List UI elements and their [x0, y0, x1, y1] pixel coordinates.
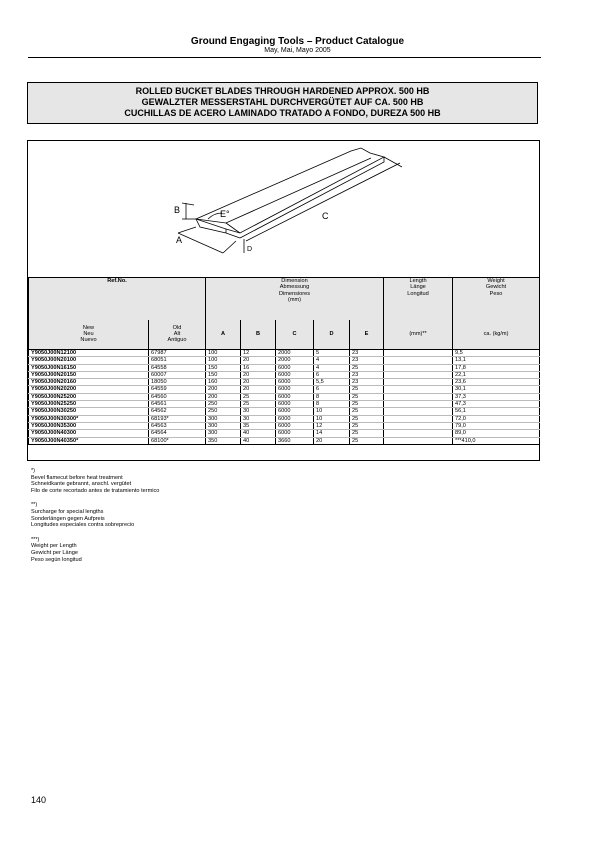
- dimension-header: [206, 278, 384, 320]
- cell-e: 23: [350, 371, 384, 378]
- col-d-header: D: [314, 320, 350, 350]
- blade-outline: [196, 148, 384, 233]
- note3-mark: ***): [31, 536, 40, 543]
- cell-old: 64558: [149, 364, 206, 371]
- old-ref-es: Antiguo: [167, 337, 187, 344]
- cell-new: Y9050J00N20100: [29, 357, 149, 364]
- banner-line-es: CUCHILLAS DE ACERO LAMINADO TRATADO A FONDO, DUREZA 500 HB: [124, 108, 441, 118]
- cell-e: 23: [350, 350, 384, 357]
- old-ref-en: Old: [172, 324, 182, 331]
- cell-old: 64563: [149, 422, 206, 429]
- cell-b: 20: [241, 379, 276, 386]
- cell-e: 25: [350, 415, 384, 422]
- cell-wt: 23,6: [453, 379, 540, 386]
- cell-wt: 30,1: [453, 386, 540, 393]
- cell-c: 6000: [276, 430, 314, 437]
- cell-new: Y9050J00N25200: [29, 393, 149, 400]
- cell-wt: 17,8: [453, 364, 540, 371]
- cell-d: 20: [314, 437, 350, 444]
- dimension-header-es: Dimensiores: [278, 290, 311, 297]
- cell-d: 6: [314, 371, 350, 378]
- cell-old: 60007: [149, 371, 206, 378]
- cell-old: 18050: [149, 379, 206, 386]
- dimension-unit: (mm): [287, 296, 302, 303]
- note3-de: Gewicht per Länge: [31, 549, 78, 556]
- cell-len: [384, 422, 453, 429]
- cell-d: 10: [314, 408, 350, 415]
- cell-len: [384, 357, 453, 364]
- cell-new: Y9050J00N40300: [29, 430, 149, 437]
- table-row: [29, 350, 540, 357]
- cell-old: 67987: [149, 350, 206, 357]
- table-row: [29, 401, 540, 408]
- cell-new: Y9050J00N30250: [29, 408, 149, 415]
- cell-b: 30: [241, 415, 276, 422]
- label-e: E°: [220, 209, 230, 219]
- cell-e: 25: [350, 386, 384, 393]
- cell-old: 68051: [149, 357, 206, 364]
- banner-line-en: ROLLED BUCKET BLADES THROUGH HARDENED APPROX. 500 HB: [135, 86, 430, 96]
- cell-len: [384, 350, 453, 357]
- cell-old: 64562: [149, 408, 206, 415]
- cell-len: [384, 386, 453, 393]
- note3-es: Peso según longitud: [31, 556, 82, 563]
- table-row: [29, 379, 540, 386]
- dimension-header-en: Dimension: [281, 278, 308, 284]
- cell-d: 4: [314, 364, 350, 371]
- length-header: [384, 278, 453, 320]
- cell-b: 12: [241, 350, 276, 357]
- label-b: B: [174, 205, 181, 215]
- spec-table: [28, 277, 540, 445]
- table-row: [29, 386, 540, 393]
- table-row: [29, 364, 540, 371]
- cell-new: Y9050J00N20160: [29, 379, 149, 386]
- cell-c: 6000: [276, 408, 314, 415]
- cell-old: 64560: [149, 393, 206, 400]
- cell-e: 25: [350, 430, 384, 437]
- label-d: D: [247, 246, 253, 253]
- old-ref-de: Alt: [173, 331, 181, 338]
- cell-len: [384, 401, 453, 408]
- dim-line-c: [246, 163, 400, 241]
- table-row: [29, 422, 540, 429]
- cell-d: 4: [314, 357, 350, 364]
- cell-c: 6000: [276, 415, 314, 422]
- cell-e: 25: [350, 364, 384, 371]
- cell-new: Y9050J00N25250: [29, 401, 149, 408]
- cell-len: [384, 430, 453, 437]
- footnotes: [31, 468, 159, 563]
- length-header-de: Länge: [410, 284, 426, 291]
- cell-d: 10: [314, 415, 350, 422]
- note2-en: Surcharge for special lengths: [31, 508, 104, 515]
- cell-b: 20: [241, 357, 276, 364]
- cell-d: 6: [314, 386, 350, 393]
- cell-a: 300: [206, 415, 241, 422]
- dimension-header-de: Abmessung: [279, 284, 310, 291]
- cell-c: 3660: [276, 437, 314, 444]
- cell-c: 2000: [276, 350, 314, 357]
- cell-new: Y9050J00N40350*: [29, 437, 149, 444]
- cell-wt: ***410,0: [453, 437, 540, 444]
- note2-mark: **): [31, 502, 38, 509]
- cell-a: 250: [206, 408, 241, 415]
- catalogue-title: Ground Engaging Tools – Product Catalogue: [190, 36, 405, 47]
- cell-e: 25: [350, 437, 384, 444]
- table-row: [29, 437, 540, 444]
- weight-header: [453, 278, 540, 320]
- label-a: A: [176, 235, 183, 245]
- length-header-es: Longitud: [407, 290, 429, 297]
- cell-wt: 37,3: [453, 393, 540, 400]
- cell-d: 5,5: [314, 379, 350, 386]
- weight-header-de: Gewicht: [485, 284, 507, 291]
- new-ref-header: [29, 320, 149, 350]
- cell-b: 25: [241, 401, 276, 408]
- ref-header: Ref.No.: [29, 278, 206, 320]
- cell-wt: 79,0: [453, 422, 540, 429]
- cell-b: 25: [241, 393, 276, 400]
- cell-b: 16: [241, 364, 276, 371]
- header-divider: [28, 57, 541, 58]
- old-ref-header: [149, 320, 206, 350]
- cell-d: 8: [314, 401, 350, 408]
- cell-wt: 47,3: [453, 401, 540, 408]
- note2-es: Longitudes especiales contra sobreprecio: [31, 522, 135, 529]
- col-e-header: E: [350, 320, 384, 350]
- cell-wt: 22,1: [453, 371, 540, 378]
- cell-d: 12: [314, 422, 350, 429]
- cell-b: 35: [241, 422, 276, 429]
- cell-b: 40: [241, 430, 276, 437]
- cell-c: 6000: [276, 371, 314, 378]
- new-ref-en: New: [82, 324, 95, 331]
- cell-e: 25: [350, 401, 384, 408]
- cell-len: [384, 371, 453, 378]
- cell-e: 25: [350, 408, 384, 415]
- cell-a: 100: [206, 350, 241, 357]
- cell-new: Y9050J00N16150: [29, 364, 149, 371]
- cell-d: 14: [314, 430, 350, 437]
- cell-new: Y9050J00N30300*: [29, 415, 149, 422]
- cell-len: [384, 437, 453, 444]
- cell-len: [384, 408, 453, 415]
- cell-c: 6000: [276, 393, 314, 400]
- cell-a: 160: [206, 379, 241, 386]
- cell-b: 40: [241, 437, 276, 444]
- cell-old: 68100*: [149, 437, 206, 444]
- cell-a: 250: [206, 401, 241, 408]
- cell-c: 6000: [276, 386, 314, 393]
- length-header-en: Length: [409, 278, 427, 284]
- cell-e: 25: [350, 393, 384, 400]
- cell-old: 64561: [149, 401, 206, 408]
- cell-wt: 56,1: [453, 408, 540, 415]
- length-unit: (mm)**: [384, 320, 453, 350]
- cell-c: 6000: [276, 401, 314, 408]
- cell-b: 20: [241, 386, 276, 393]
- cell-old: 68193*: [149, 415, 206, 422]
- blade-bevel: [226, 223, 240, 233]
- cell-new: Y9050J00N12100: [29, 350, 149, 357]
- cell-c: 2000: [276, 357, 314, 364]
- dim-line-a: [178, 233, 223, 253]
- cell-c: 6000: [276, 379, 314, 386]
- catalogue-date: May, Mai, Mayo 2005: [264, 47, 331, 54]
- note1-en: Bevel flamecut before heat treatment: [31, 474, 123, 481]
- cell-c: 6000: [276, 364, 314, 371]
- cell-d: 8: [314, 393, 350, 400]
- page-number: 140: [31, 795, 47, 805]
- note1-mark: *): [31, 468, 36, 474]
- spec-rows: [29, 350, 540, 445]
- weight-header-es: Peso: [489, 290, 503, 297]
- cell-a: 300: [206, 422, 241, 429]
- cell-wt: 89,0: [453, 430, 540, 437]
- note1-es: Filo de corte recortado antes de tratamiento termico: [31, 487, 160, 494]
- cell-wt: 9,5: [453, 350, 540, 357]
- col-c-header: C: [276, 320, 314, 350]
- banner-line-de: GEWALZTER MESSERSTAHL DURCHVERGÜTET AUF CA. 500 HB: [141, 97, 424, 107]
- section-banner: [27, 82, 538, 124]
- note1-de: Schneidkante gebrannt, anschl. vergütet: [31, 481, 132, 488]
- cell-a: 300: [206, 430, 241, 437]
- blade-drawing: [28, 141, 539, 277]
- cell-len: [384, 393, 453, 400]
- cell-b: 20: [241, 371, 276, 378]
- cell-d: 5: [314, 350, 350, 357]
- cell-old: 64559: [149, 386, 206, 393]
- weight-header-en: Weight: [487, 278, 505, 284]
- table-row: [29, 408, 540, 415]
- cell-e: 23: [350, 379, 384, 386]
- col-b-header: B: [241, 320, 276, 350]
- cell-a: 150: [206, 371, 241, 378]
- cell-e: 23: [350, 357, 384, 364]
- cell-a: 150: [206, 364, 241, 371]
- table-row: [29, 430, 540, 437]
- cell-new: Y9050J00N35300: [29, 422, 149, 429]
- cell-e: 25: [350, 422, 384, 429]
- label-c: C: [322, 211, 329, 221]
- cell-new: Y9050J00N20150: [29, 371, 149, 378]
- note2-de: Sonderlängen gegen Aufpreis: [31, 515, 105, 522]
- new-ref-de: Neu: [83, 331, 94, 338]
- cell-c: 6000: [276, 422, 314, 429]
- table-row: [29, 371, 540, 378]
- col-a-header: A: [206, 320, 241, 350]
- cell-len: [384, 364, 453, 371]
- cell-old: 64564: [149, 430, 206, 437]
- cell-new: Y9050J00N20200: [29, 386, 149, 393]
- cell-b: 30: [241, 408, 276, 415]
- cell-wt: 13,1: [453, 357, 540, 364]
- cell-len: [384, 379, 453, 386]
- cell-wt: 72,0: [453, 415, 540, 422]
- cell-a: 200: [206, 393, 241, 400]
- table-row: [29, 415, 540, 422]
- weight-unit: ca. (kg/m): [453, 320, 540, 350]
- cell-a: 200: [206, 386, 241, 393]
- cell-len: [384, 415, 453, 422]
- table-row: [29, 357, 540, 364]
- table-row: [29, 393, 540, 400]
- note3-en: Weight per Length: [31, 543, 77, 550]
- cell-a: 100: [206, 357, 241, 364]
- new-ref-es: Nuevo: [80, 337, 97, 344]
- cell-a: 350: [206, 437, 241, 444]
